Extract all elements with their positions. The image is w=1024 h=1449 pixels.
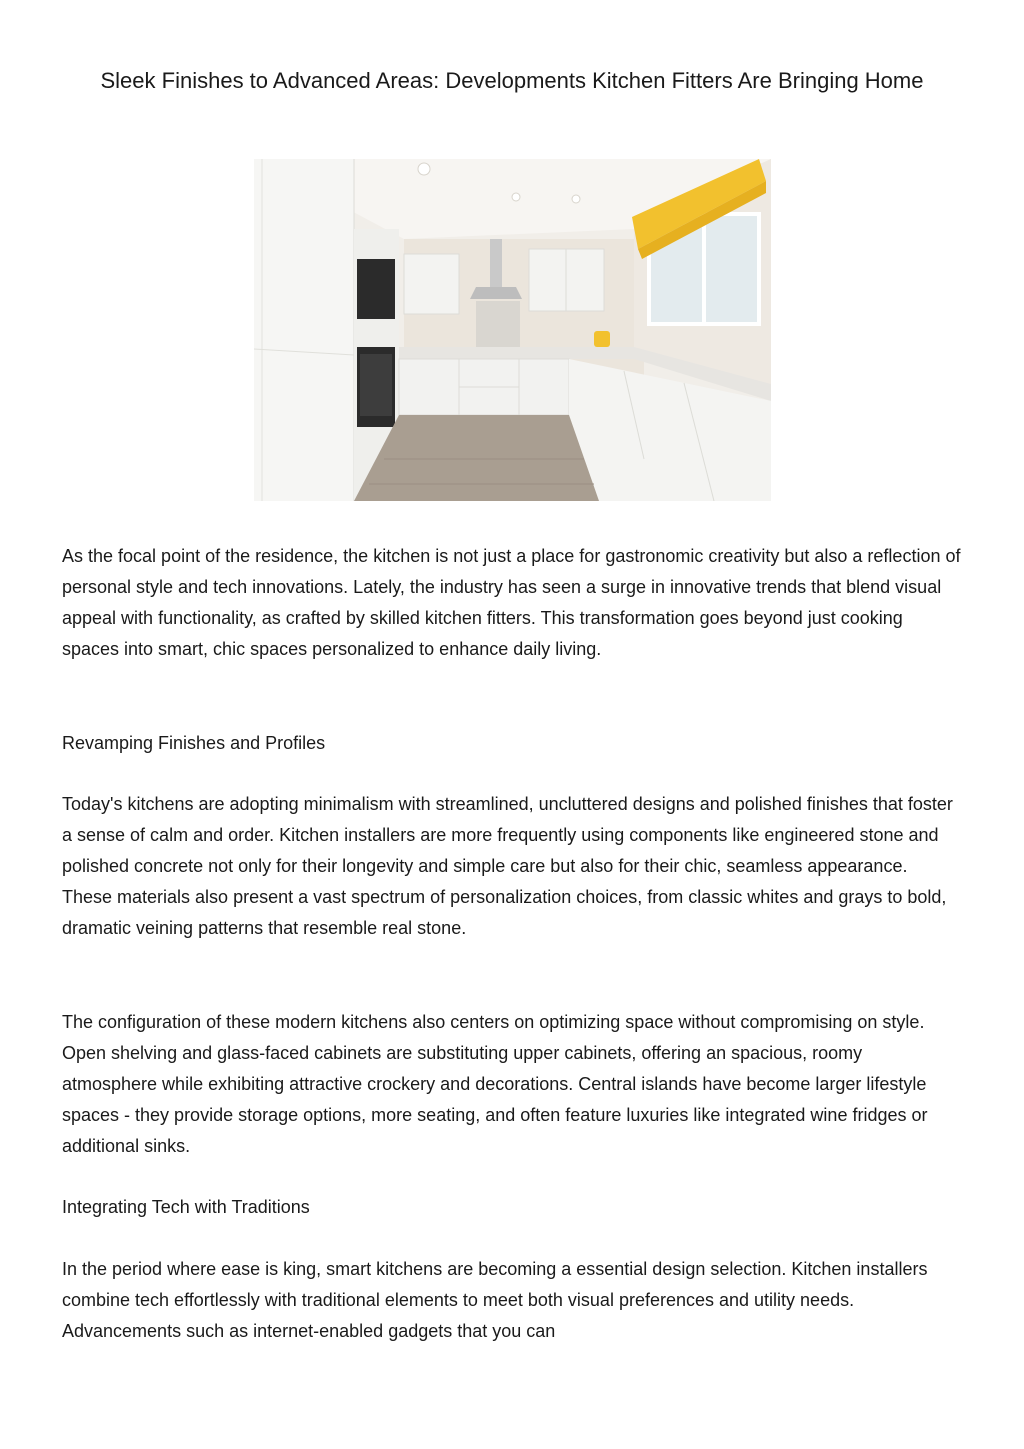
section-heading-finishes: Revamping Finishes and Profiles [62, 733, 326, 753]
kitchen-illustration [254, 159, 771, 501]
tech-paragraph: In the period where ease is king, smart kitchens are becoming a essential design selection. Kitchen installers combine tech effortlessly with traditional elements to meet both visual preferences and utility needs. Advancements such as internet-enabled gadgets that you can [62, 1259, 928, 1341]
section-heading-tech: Integrating Tech with Traditions [62, 1197, 310, 1217]
configuration-paragraph: The configuration of these modern kitchens also centers on optimizing space without compromising on style. Open shelving and glass-faced cabinets are substituting upper cabinets, offering an spacious, roomy atmosphere while exhibiting attractive crockery and decorations. Central islands have become larger lifestyle spaces - they provide storage options, more seating, and often feature luxuries like integrated wine fridges or additional sinks. [62, 1012, 928, 1156]
finishes-paragraph: Today's kitchens are adopting minimalism with streamlined, uncluttered designs and polished finishes that foster a sense of calm and order. Kitchen installers are more frequently using components like engineered stone and polished concrete not only for their longevity and simple care but also for their chic, seamless appearance. These materials also present a vast spectrum of personalization choices, from classic whites and grays to bold, dramatic veining patterns that resemble real stone. [62, 794, 953, 938]
page-title: Sleek Finishes to Advanced Areas: Developments Kitchen Fitters Are Bringing Home [100, 68, 924, 93]
kitchen-photo [254, 159, 771, 501]
intro-paragraph: As the focal point of the residence, the kitchen is not just a place for gastronomic creativity but also a reflection of personal style and tech innovations. Lately, the industry has seen a surge in innovative trends that blend visual appeal with functionality, as crafted by skilled kitchen fitters. This transformation goes beyond just cooking spaces into smart, chic spaces personalized to enhance daily living. [62, 546, 961, 659]
